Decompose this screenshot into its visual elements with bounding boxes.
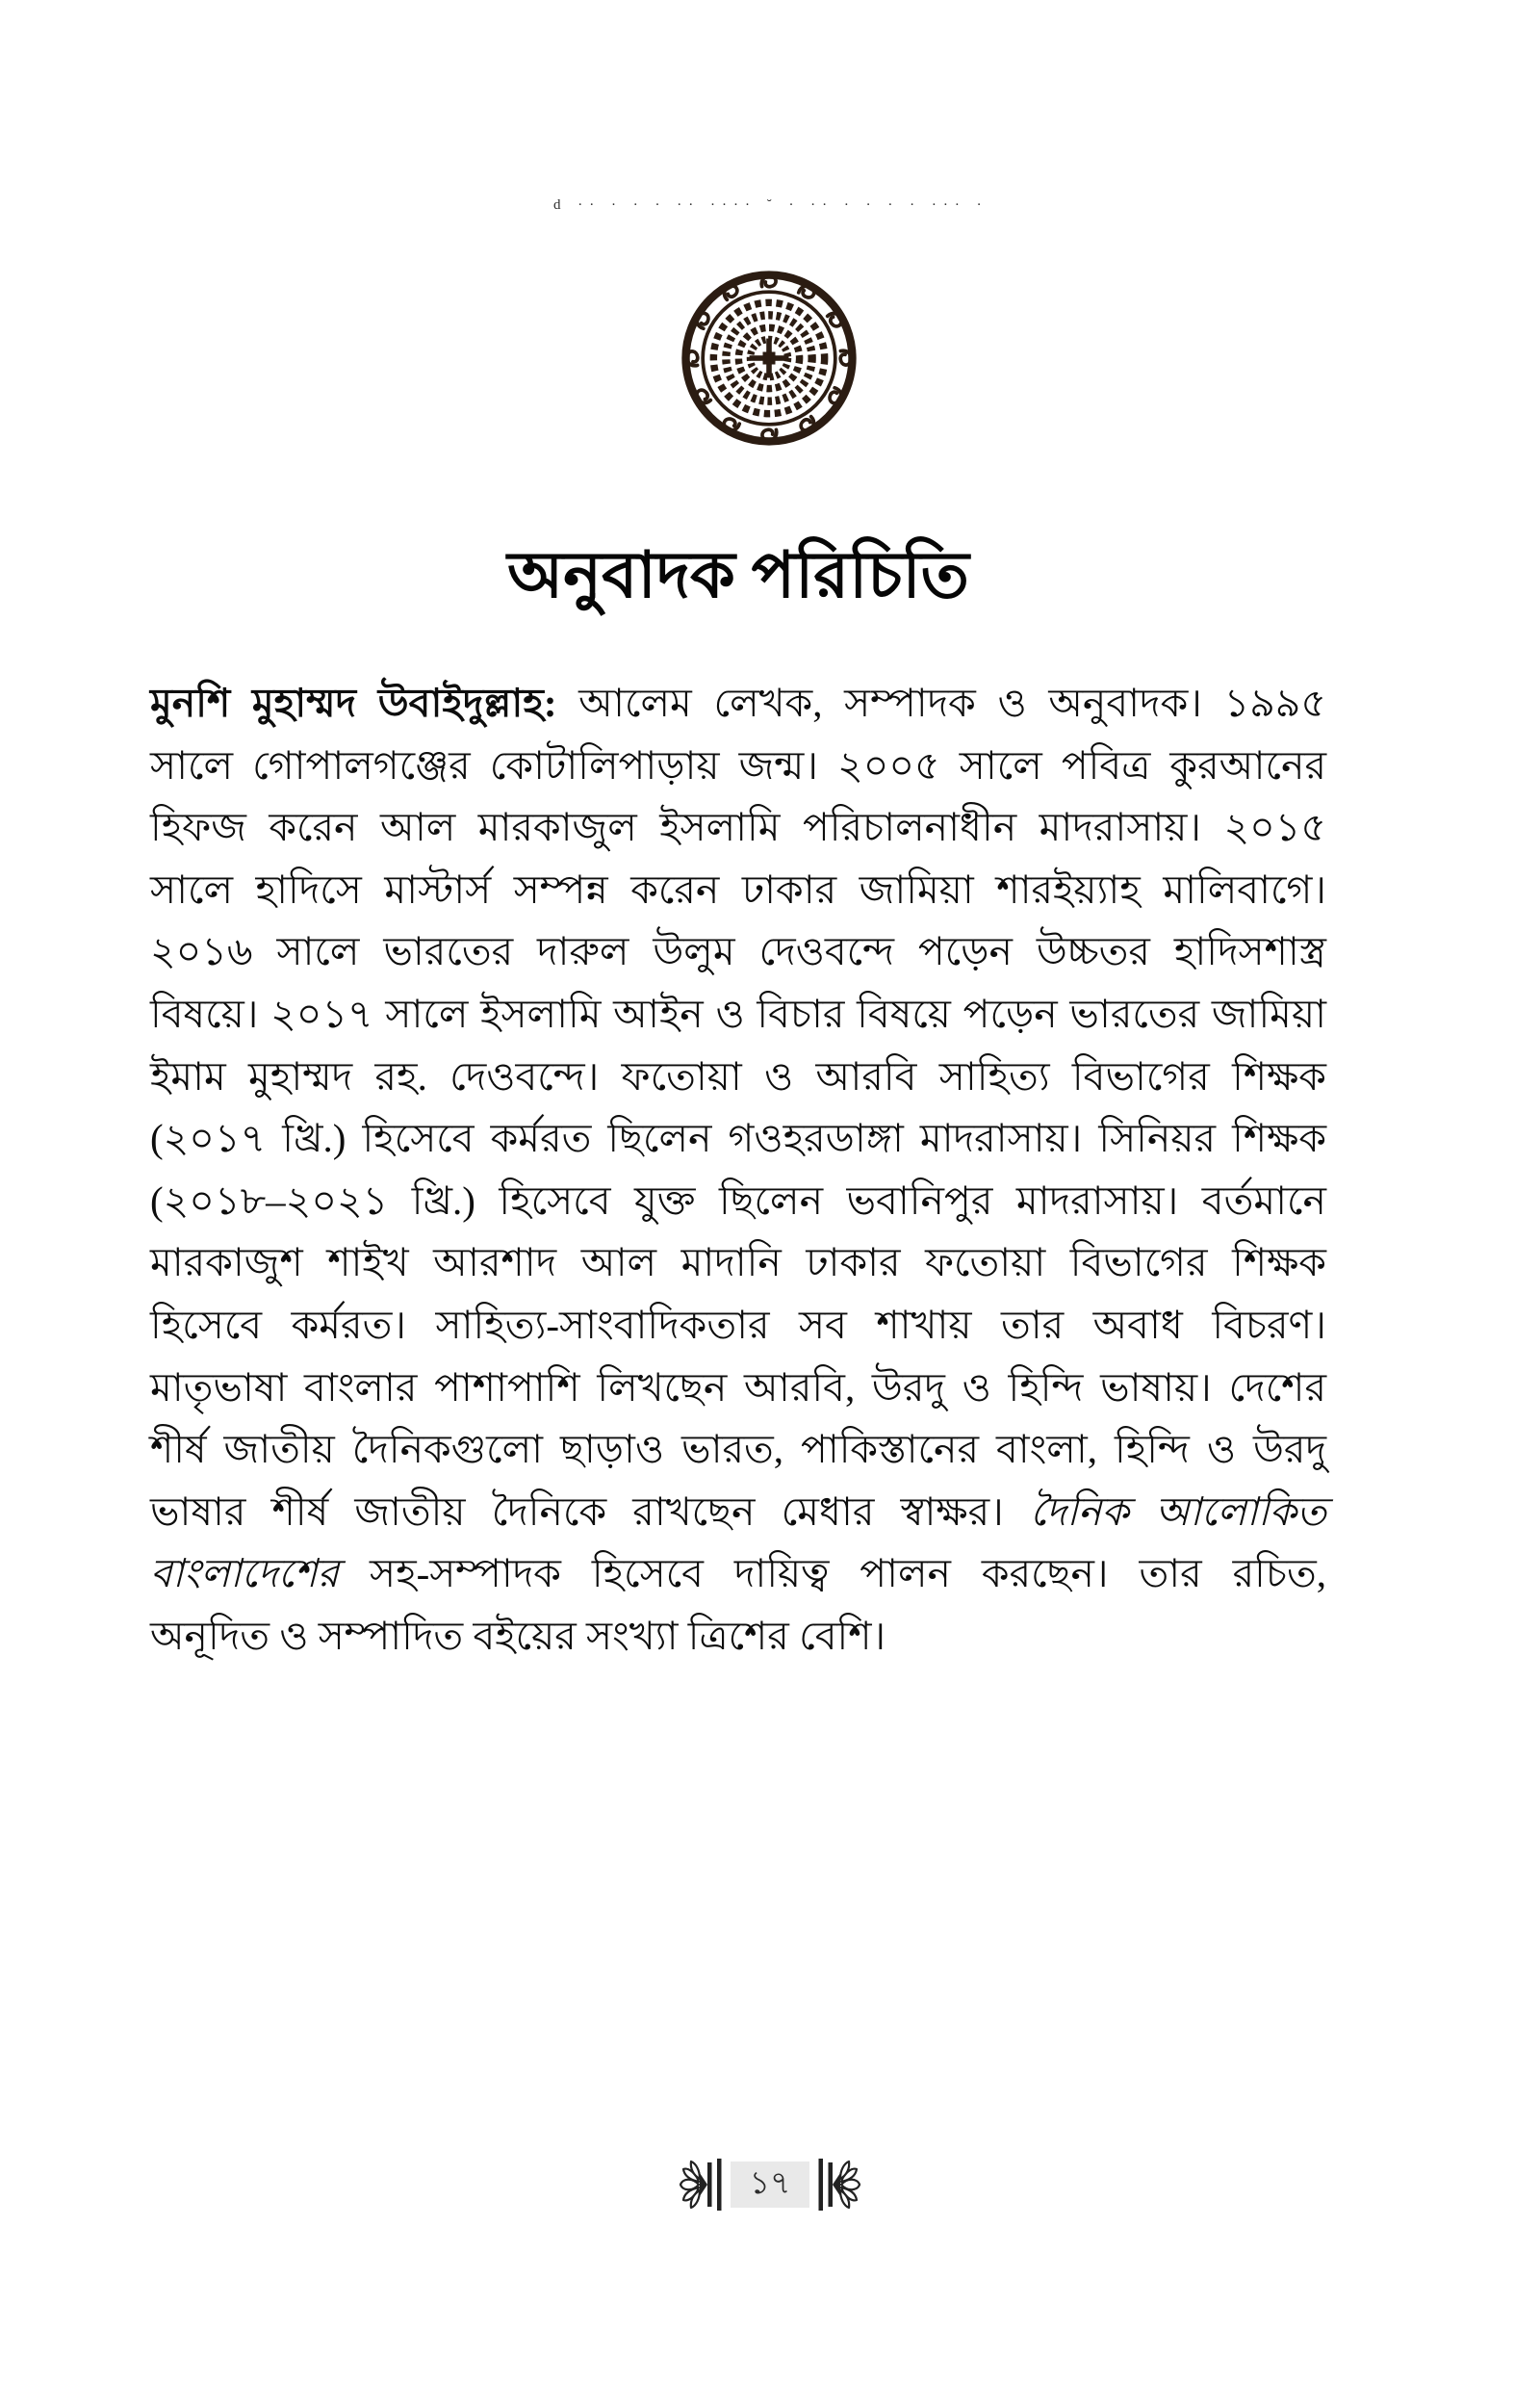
paragraph-line [150, 1231, 1326, 1294]
paragraph-line [150, 735, 1326, 797]
page-footer [0, 2159, 1540, 2211]
body-text: (২০১৭ খ্রি.) হিসেবে কর্মরত ছিলেন গওহরডাঙ্গা মাদরাসায়। সিনিয়র শিক্ষক [150, 1116, 1326, 1161]
paragraph-line [150, 1170, 1326, 1232]
paragraph-line [150, 796, 1326, 859]
paragraph-line [150, 1418, 1326, 1481]
lotus-ornament-left [679, 2159, 725, 2211]
paragraph-line [150, 1605, 1326, 1668]
paragraph-line [150, 1107, 1326, 1170]
ornamental-mandala-icon [680, 269, 859, 448]
body-text: হিসেবে কর্মরত। সাহিত্য-সাংবাদিকতার সব শাখায় তার অবাধ বিচরণ। [150, 1302, 1326, 1347]
body-text: ২০১৬ সালে ভারতের দারুল উলুম দেওবন্দে পড়েন উচ্চতর হাদিসশাস্ত্র [150, 929, 1326, 974]
medallion-emblem [680, 269, 859, 448]
body-text: ভাষার শীর্ষ জাতীয় দৈনিকে রাখছেন মেধার স্বাক্ষর। [150, 1488, 1030, 1534]
newspaper-name-italic: বাংলাদেশের [150, 1551, 340, 1596]
body-text: মাতৃভাষা বাংলার পাশাপাশি লিখছেন আরবি, উরদু ও হিন্দি ভাষায়। দেশের [150, 1364, 1326, 1410]
paragraph-line [150, 1542, 1326, 1605]
body-text: বিষয়ে। ২০১৭ সালে ইসলামি আইন ও বিচার বিষয়ে পড়েন ভারতের জামিয়া [150, 991, 1326, 1036]
lotus-ornament-right [815, 2159, 861, 2211]
body-text: সালে হাদিসে মাস্টার্স সম্পন্ন করেন ঢাকার জামিয়া শারইয়্যাহ মালিবাগে। [150, 867, 1326, 912]
page-title: অনুবাদক পরিচিতি [507, 540, 969, 611]
body-text: হিফজ করেন আল মারকাজুল ইসলামি পরিচালনাধীন মাদরাসায়। ২০১৫ [150, 805, 1326, 850]
running-head-fragment: d ·· · · · ·· ···· ˘ · ·· · · · · ··· · [553, 197, 988, 213]
body-text: মারকাজুশ শাইখ আরশাদ আল মাদানি ঢাকার ফতোয়া বিভাগের শিক্ষক [150, 1240, 1326, 1285]
paragraph-line [150, 859, 1326, 921]
biography-paragraph [150, 672, 1326, 1668]
newspaper-name-italic: দৈনিক আলোকিত [1029, 1488, 1327, 1534]
person-name-bold: মুনশি মুহাম্মদ উবাইদুল্লাহ: [150, 681, 557, 725]
body-text: সালে গোপালগঞ্জের কোটালিপাড়ায় জন্ম। ২০০৫ সালে পবিত্র কুরআনের [150, 742, 1326, 788]
paragraph-line [150, 1294, 1326, 1357]
page-number-value: ১৭ [749, 2166, 791, 2201]
body-text: (২০১৮–২০২১ খ্রি.) হিসেবে যুক্ত ছিলেন ভবানিপুর মাদরাসায়। বর্তমানে [150, 1178, 1326, 1223]
paragraph-line [150, 1481, 1326, 1543]
clipped-running-head [553, 197, 1150, 232]
page-number [731, 2161, 809, 2208]
paragraph-line [150, 1046, 1326, 1108]
body-text: অনূদিত ও সম্পাদিত বইয়ের সংখ্যা ত্রিশের বেশি। [150, 1613, 886, 1658]
body-text: শীর্ষ জাতীয় দৈনিকগুলো ছাড়াও ভারত, পাকিস্তানের বাংলা, হিন্দি ও উরদু [150, 1427, 1326, 1472]
body-text: আলেম লেখক, সম্পাদক ও অনুবাদক। ১৯৯৫ [556, 681, 1327, 725]
paragraph-line [150, 983, 1326, 1046]
body-text: সহ-সম্পাদক হিসেবে দায়িত্ব পালন করছেন। তার রচিত, [339, 1551, 1326, 1596]
paragraph-line [150, 1357, 1326, 1419]
body-text: ইমাম মুহাম্মদ রহ. দেওবন্দে। ফতোয়া ও আরবি সাহিত্য বিভাগের শিক্ষক [150, 1053, 1326, 1099]
paragraph-line [150, 672, 1326, 735]
paragraph-line [150, 920, 1326, 983]
